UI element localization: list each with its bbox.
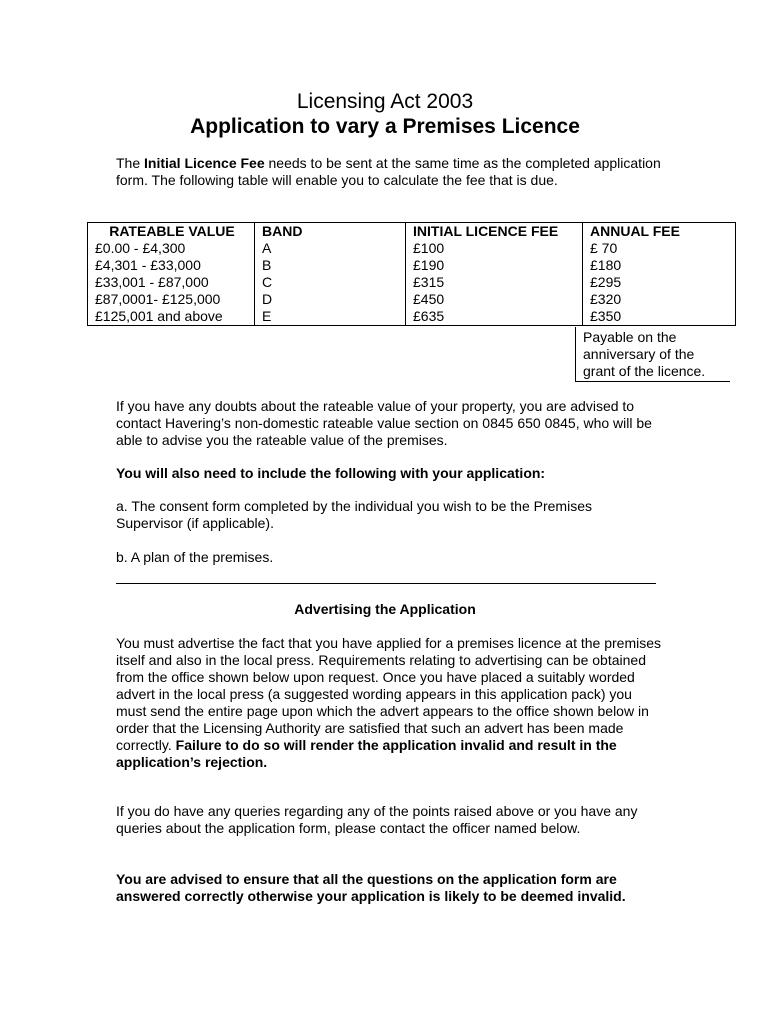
cell-rateable-value: £33,001 - £87,000 bbox=[88, 274, 255, 291]
intro-suffix: needs to be sent at the same time as the completed application form. The following table will enable you to calculate the fee that is due. bbox=[116, 155, 661, 188]
table-row bbox=[88, 257, 736, 274]
cell-annual-fee: £ 70 bbox=[583, 240, 736, 257]
intro-prefix: The bbox=[116, 155, 145, 171]
title-act: Licensing Act 2003 bbox=[296, 90, 474, 113]
cell-band: E bbox=[255, 308, 406, 326]
final-note: You are advised to ensure that all the questions on the application form are answered correctly otherwise your application is likely to be deemed invalid. bbox=[116, 871, 626, 904]
table-row bbox=[88, 274, 736, 291]
cell-band: C bbox=[255, 274, 406, 291]
header-annual-fee: ANNUAL FEE bbox=[583, 223, 736, 241]
table-row bbox=[88, 240, 736, 257]
cell-initial-fee: £315 bbox=[406, 274, 583, 291]
intro-bold-term: Initial Licence Fee bbox=[144, 155, 265, 171]
advertising-paragraph bbox=[116, 635, 661, 771]
table-row bbox=[88, 291, 736, 308]
section-divider bbox=[116, 583, 656, 584]
header-rateable-value: RATEABLE VALUE bbox=[88, 223, 255, 241]
include-heading: You will also need to include the following with your application: bbox=[116, 465, 546, 481]
advertising-body: You must advertise the fact that you have applied for a premises licence at the premises itself and also in the local press. Requirements relating to advertising can be obtained from the office shown below upon request. Once you have placed a suitably worded advert in the local press (a suggested wording appears in this application pack) you must send the entire page upon which the advert appears to the office shown below in order that the Licensing Authority are satisfied that such an advert has been made correctly. bbox=[116, 635, 662, 753]
cell-rateable-value: £0.00 - £4,300 bbox=[88, 240, 255, 257]
cell-initial-fee: £190 bbox=[406, 257, 583, 274]
rateable-value-doubts-paragraph: If you have any doubts about the rateable value of your property, you are advised to contact Havering’s non-domestic rateable value section on 0845 650 0845, who will be able to advise you the rateable value of the premises. bbox=[116, 398, 652, 448]
header-initial-fee: INITIAL LICENCE FEE bbox=[406, 223, 583, 241]
item-premises-plan: b. A plan of the premises. bbox=[116, 549, 274, 565]
cell-band: A bbox=[255, 240, 406, 257]
cell-initial-fee: £100 bbox=[406, 240, 583, 257]
cell-annual-fee: £350 bbox=[583, 308, 736, 326]
cell-rateable-value: £4,301 - £33,000 bbox=[88, 257, 255, 274]
cell-band: D bbox=[255, 291, 406, 308]
advertising-warning: Failure to do so will render the application invalid and result in the application’s rejection. bbox=[116, 737, 617, 770]
annual-fee-note: Payable on the anniversary of the grant of the licence. bbox=[575, 327, 730, 382]
cell-rateable-value: £125,001 and above bbox=[88, 308, 255, 326]
item-consent-form: a. The consent form completed by the individual you wish to be the Premises Supervisor (if applicable). bbox=[116, 498, 592, 531]
title-application: Application to vary a Premises Licence bbox=[190, 115, 580, 138]
cell-initial-fee: £450 bbox=[406, 291, 583, 308]
cell-annual-fee: £180 bbox=[583, 257, 736, 274]
fee-table bbox=[87, 222, 736, 326]
cell-annual-fee: £320 bbox=[583, 291, 736, 308]
cell-annual-fee: £295 bbox=[583, 274, 736, 291]
table-row bbox=[88, 308, 736, 326]
cell-initial-fee: £635 bbox=[406, 308, 583, 326]
fee-table-header-row bbox=[88, 223, 736, 241]
header-band: BAND bbox=[255, 223, 406, 241]
queries-paragraph: If you do have any queries regarding any of the points raised above or you have any queries about the application form, please contact the officer named below. bbox=[116, 803, 638, 836]
cell-rateable-value: £87,0001- £125,000 bbox=[88, 291, 255, 308]
intro-paragraph bbox=[116, 155, 661, 189]
advertising-heading: Advertising the Application bbox=[294, 601, 476, 617]
cell-band: B bbox=[255, 257, 406, 274]
